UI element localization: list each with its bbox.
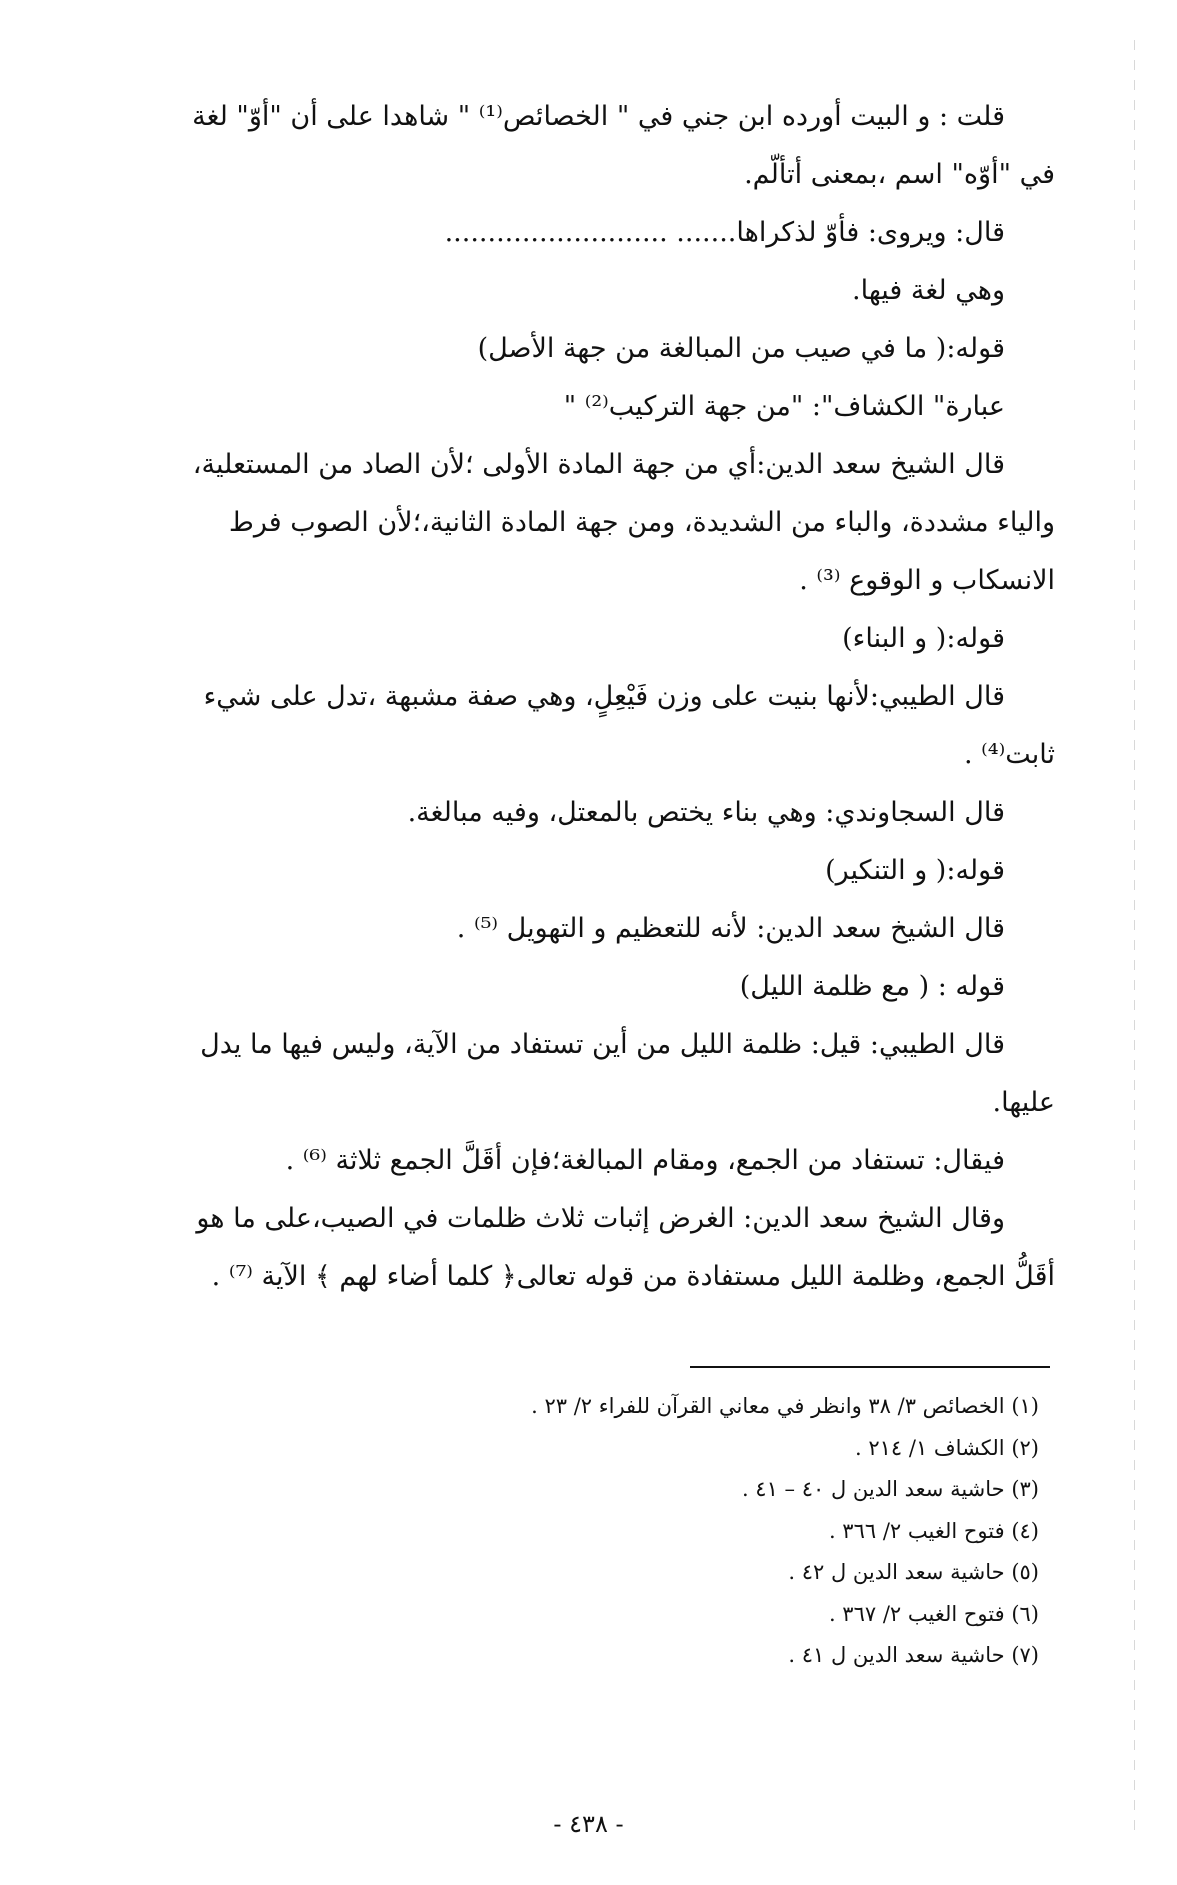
- text-line: قلت : و البيت أورده ابن جني في " الخصائص⁽¹⁾ " شاهدا على أن "أوّ" لغة: [192, 101, 1005, 132]
- text-line: قوله:( و البناء): [842, 623, 1005, 654]
- text-line: في "أوّه" اسم ،بمعنى أتألّم.: [744, 159, 1055, 190]
- footnote-item: (٧) حاشية سعد الدين ل ٤١ .: [788, 1643, 1039, 1667]
- text-line: قوله : ( مع ظلمة الليل): [739, 971, 1005, 1002]
- text-line: قال الطيبي: قيل: ظلمة الليل من أين تستفاد من الآية، وليس فيها ما يدل: [200, 1029, 1005, 1060]
- text-line: الانسكاب و الوقوع ⁽³⁾ .: [799, 565, 1055, 596]
- footnote-item: (١) الخصائص ٣/ ٣٨ وانظر في معاني القرآن للفراء ٢/ ٢٣ .: [531, 1394, 1039, 1418]
- scan-margin-line: [1134, 40, 1135, 1840]
- main-text-block: [150, 88, 1055, 1306]
- text-line: فيقال: تستفاد من الجمع، ومقام المبالغة؛فإن أقَلَّ الجمع ثلاثة ⁽⁶⁾ .: [285, 1145, 1005, 1176]
- text-line: أقَلُّ الجمع، وظلمة الليل مستفادة من قوله تعالى﴿ كلما أضاء لهم ﴾ الآية ⁽⁷⁾ .: [211, 1261, 1055, 1292]
- page-number: - ٤٣٨ -: [553, 1810, 624, 1838]
- text-line: قال الشيخ سعد الدين:أي من جهة المادة الأولى ؛لأن الصاد من المستعلية،: [192, 449, 1005, 480]
- text-line: وهي لغة فيها.: [852, 275, 1005, 306]
- footnote-item: (٣) حاشية سعد الدين ل ٤٠ – ٤١ .: [741, 1477, 1039, 1501]
- text-line: قوله:( و التنكير): [825, 855, 1005, 886]
- footnote-separator: [690, 1366, 1050, 1368]
- text-line: ثابت⁽⁴⁾ .: [963, 739, 1055, 770]
- text-line: عبارة" الكشاف": "من جهة التركيب⁽²⁾ ": [563, 391, 1005, 422]
- text-line: قال الطيبي:لأنها بنيت على وزن فَيْعِلٍ، وهي صفة مشبهة ،تدل على شيء: [203, 681, 1005, 712]
- footnote-item: (٢) الكشاف ١/ ٢١٤ .: [854, 1435, 1039, 1460]
- text-line: وقال الشيخ سعد الدين: الغرض إثبات ثلاث ظلمات في الصيب،على ما هو: [196, 1203, 1005, 1234]
- text-line: قوله:( ما في صيب من المبالغة من جهة الأصل): [477, 333, 1005, 364]
- footnote-item: (٥) حاشية سعد الدين ل ٤٢ .: [788, 1560, 1039, 1584]
- footnote-item: (٤) فتوح الغيب ٢/ ٣٦٦ .: [828, 1518, 1039, 1543]
- text-line: قال السجاوندي: وهي بناء يختص بالمعتل، وفيه مبالغة.: [407, 797, 1005, 828]
- text-line: والياء مشددة، والباء من الشديدة، ومن جهة المادة الثانية،؛لأن الصوب فرط: [228, 507, 1055, 538]
- text-line: قال: ويروى: فأوّ لذكراها....... ..........................: [444, 217, 1005, 248]
- footnotes-block: [150, 1386, 1045, 1677]
- footnote-item: (٦) فتوح الغيب ٢/ ٣٦٧ .: [828, 1601, 1039, 1626]
- text-line: قال الشيخ سعد الدين: لأنه للتعظيم و التهويل ⁽⁵⁾ .: [456, 913, 1005, 944]
- text-line: عليها.: [992, 1087, 1055, 1118]
